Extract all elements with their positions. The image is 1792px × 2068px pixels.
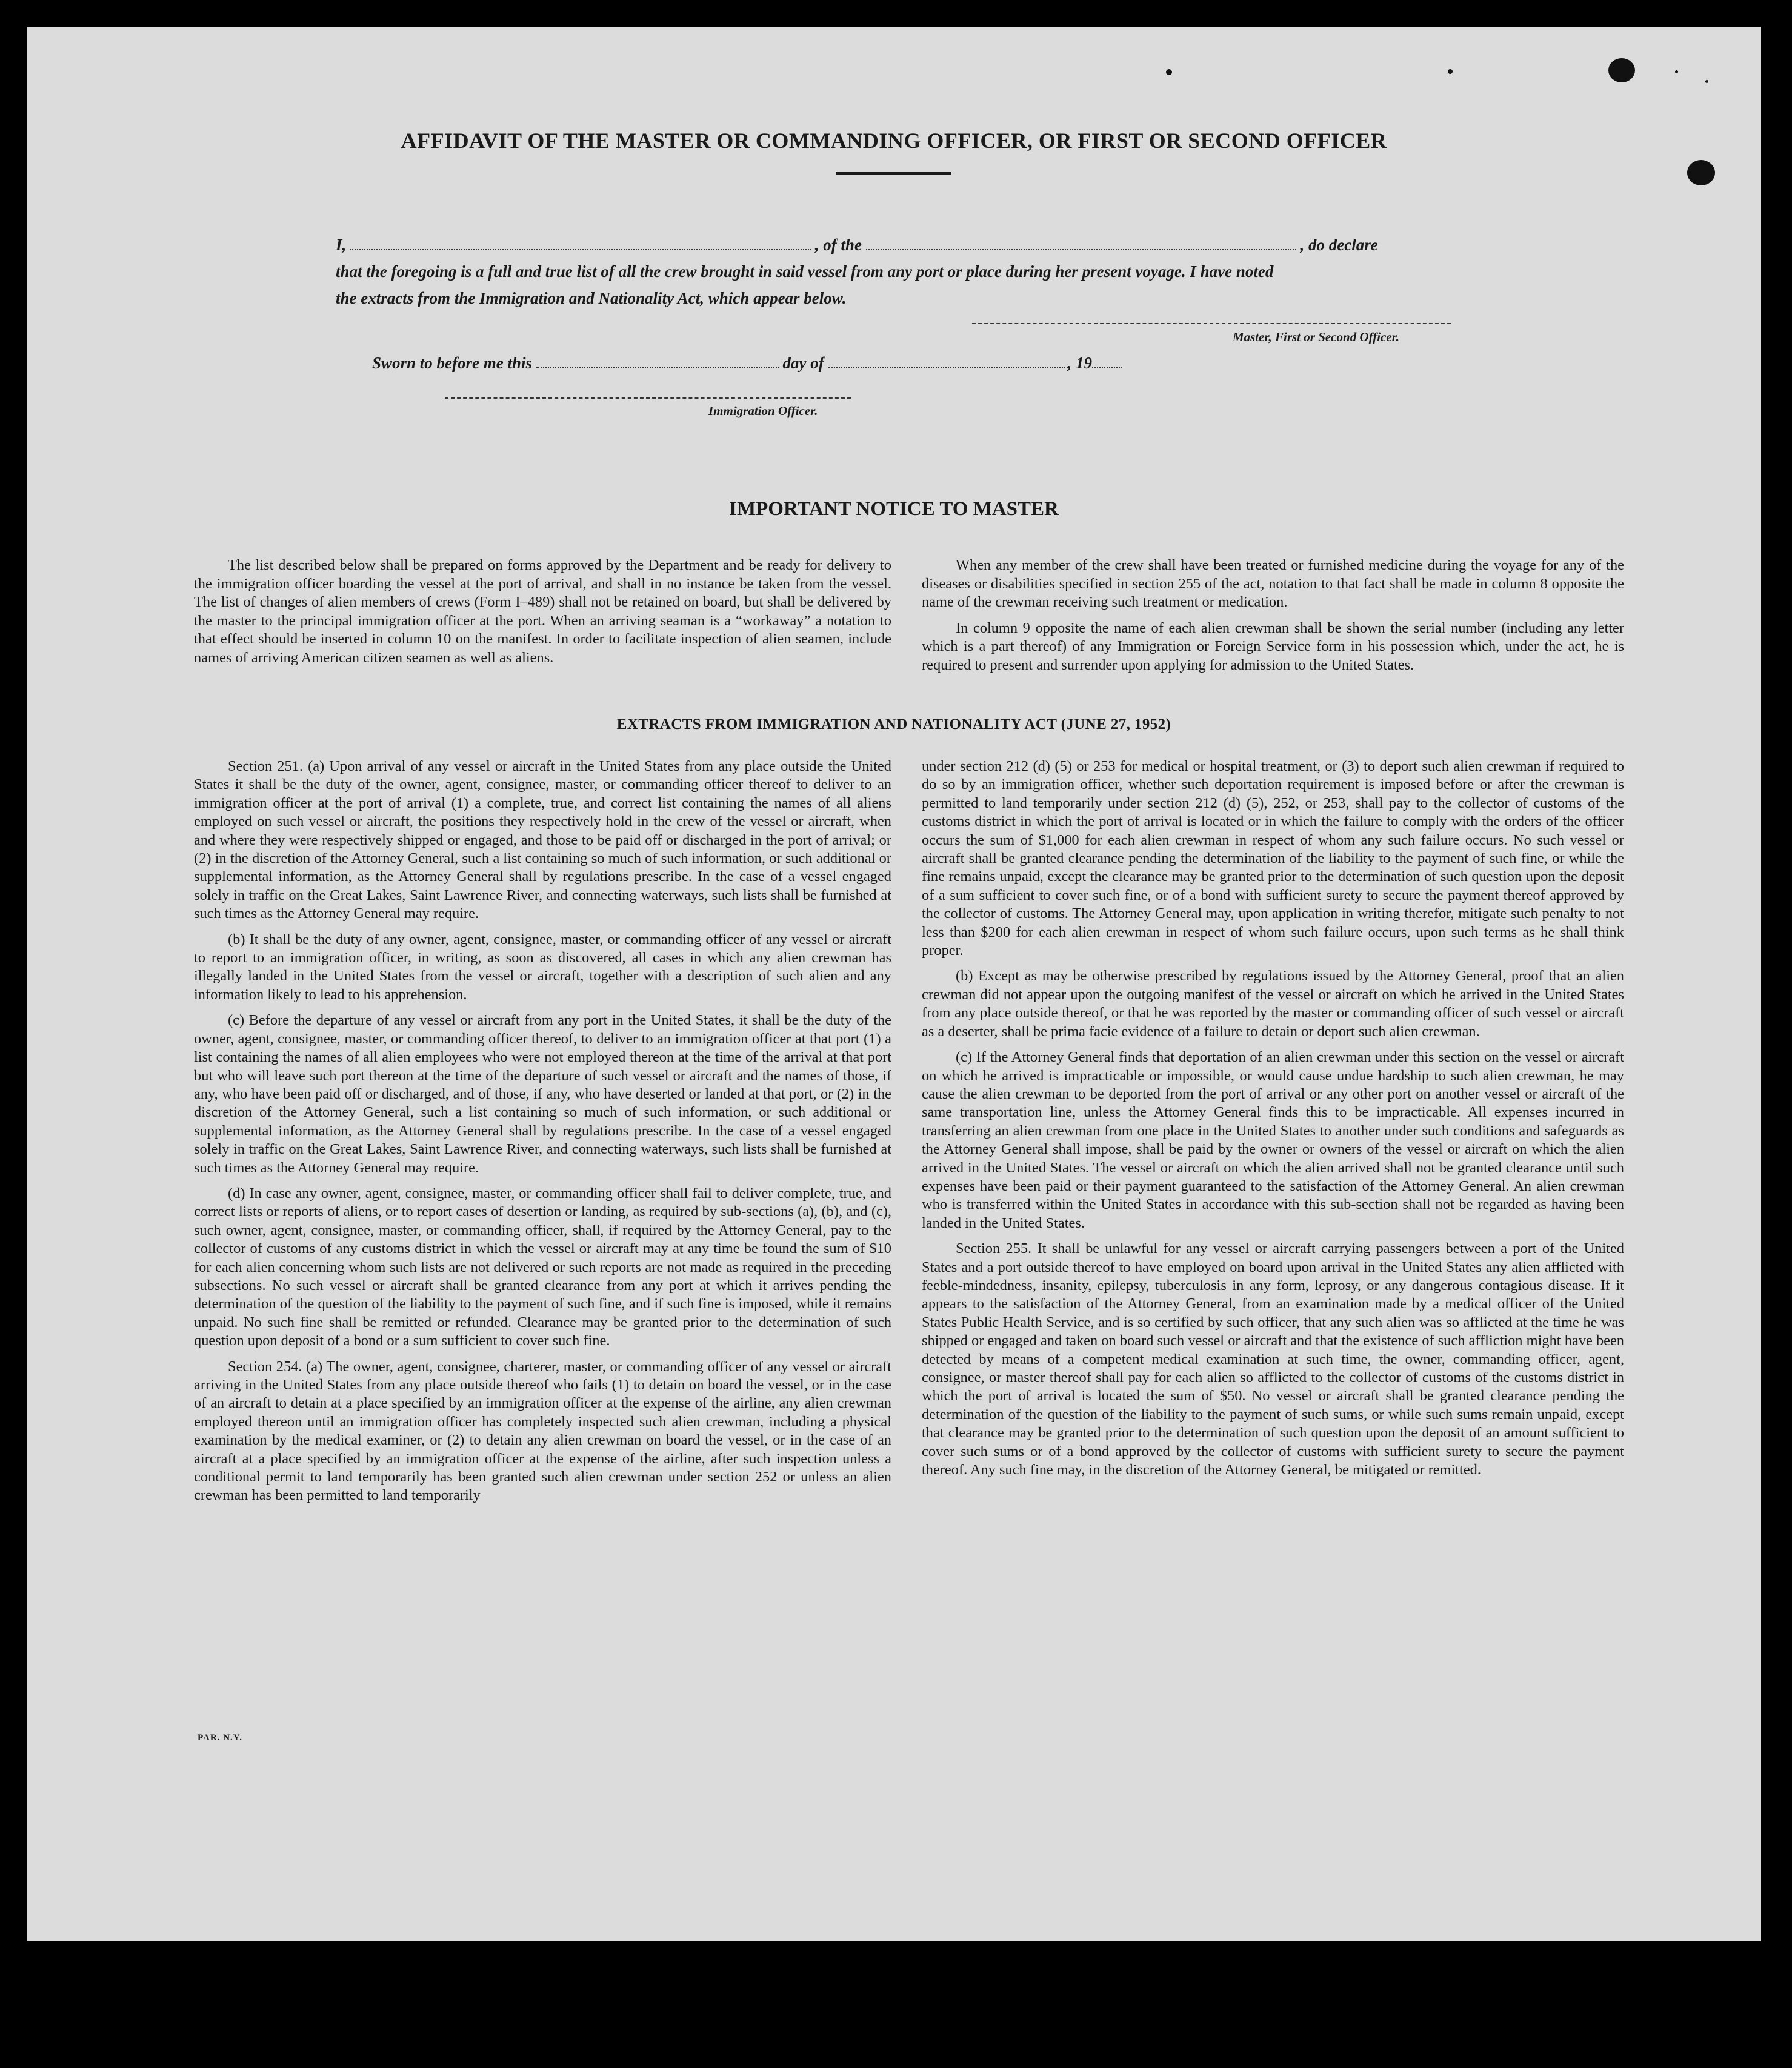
- extract-paragraph: Section 254. (a) The owner, agent, consignee, charterer, master, or commanding officer of any vessel or aircraft arriving in the United States from any place outside thereof who fails (1) to detain on board the vessel, or in the case of an aircraft to detain at a place specified by an immigration officer at the expense of the airline, any alien crewman employed thereon until an immigration officer has completely inspected such alien crewman, including a physical examination by the medical examiner, or (2) to detain any alien crewman on board the vessel, or in the case of an aircraft at a place specified by an immigration officer at the expense of the airline, after such inspection unless a conditional permit to land temporarily has been granted such alien crewman under section 252 or unless an alien crewman has been permitted to land temporarily: [194, 1358, 891, 1504]
- printer-mark: PAR. N.Y.: [198, 1733, 243, 1743]
- declaration-line: [336, 231, 1481, 258]
- extract-paragraph: under section 212 (d) (5) or 253 for medical or hospital treatment, or (3) to deport such alien crewman if required to do so by an immigration officer, whether such deportation requirement is imposed before or after the crewman is permitted to land temporarily under section 212 (d) (5), 252, or 253, shall pay to the collector of customs of the customs district in which the port of arrival is located or in which the failure to comply with the orders of the officer occurs the sum of $1,000 for each alien crewman in respect of whom any such failure occurs. No such vessel or aircraft shall be granted clearance pending the determination of the liability to the payment of such fine, or while the fine remains unpaid, except the clearance may be granted prior to the determination of such question upon the deposit of a sum sufficient to cover such fine, or of a bond with sufficient surety to secure the payment thereof approved by the collector of customs. The Attorney General may, upon application in writing therefor, mitigate such penalty to not less than $200 for each alien crewman in respect of whom such failure occurs, upon such terms as he shall think proper.: [922, 758, 1624, 959]
- sworn-year-field[interactable]: [1092, 351, 1122, 368]
- notice-left-column: [194, 556, 891, 668]
- sworn-line: [372, 351, 1122, 373]
- do-declare-label: , do declare: [1300, 236, 1378, 254]
- ink-blot: [1608, 58, 1635, 82]
- vessel-name-field[interactable]: [866, 233, 1296, 250]
- affidavit-title: AFFIDAVIT OF THE MASTER OR COMMANDING OFFICER, OR FIRST OR SECOND OFFICER: [401, 128, 1387, 153]
- master-signature-label: Master, First or Second Officer.: [1233, 330, 1399, 344]
- notice-right-column: [922, 556, 1624, 675]
- master-signature-line[interactable]: [972, 323, 1451, 324]
- ink-speck: [1448, 69, 1453, 74]
- extract-paragraph: (d) In case any owner, agent, consignee, master, or commanding officer shall fail to deliver complete, true, and correct lists or reports of aliens, or to report cases of desertion or landing, as required by sub-sections (a), (b), and (c), such owner, agent, consignee, master, or commanding officer, shall, if required by the Attorney General, pay to the collector of customs of any customs district in which the vessel or aircraft may at any time be found the sum of $10 for each alien concerning whom such lists are not delivered or such reports are not made as required in the preceding subsections. No such vessel or aircraft shall be granted clearance from any port at which it arrives pending the determination of the question of the liability to the payment of such fine, and if such fine is imposed, while it remains unpaid. No such fine shall be remitted or refunded. Clearance may be granted prior to the determination of such question upon deposit of a bond or a sum sufficient to cover such fine.: [194, 1185, 891, 1349]
- extract-paragraph: (c) If the Attorney General finds that deportation of an alien crewman under this section on the vessel or aircraft on which he arrived is impracticable or impossible, or would cause undue hardship to such alien crewman, he may cause the alien crewman to be deported from the port of arrival or any other port on another vessel or aircraft of the same transportation line, unless the Attorney General finds this to be impracticable. All expenses incurred in transferring an alien crewman from one place in the United States to another under such conditions and safeguards as the Attorney General shall impose, shall be paid by the owner or owners of the vessel or aircraft on which the alien arrived in the United States. The vessel or aircraft on which the alien arrived shall not be granted clearance until such expenses have been paid or their payment guaranteed to the satisfaction of the Attorney General. An alien crewman who is transferred within the United States in accordance with this sub-section shall not be regarded as having been landed in the United States.: [922, 1049, 1624, 1231]
- extracts-title: EXTRACTS FROM IMMIGRATION AND NATIONALITY ACT (JUNE 27, 1952): [616, 716, 1171, 733]
- extracts-right-column: [922, 757, 1624, 1479]
- extract-paragraph: Section 255. It shall be unlawful for any vessel or aircraft carrying passengers between a port of the United States and a port outside thereof to have employed on board upon arrival in the United States any alien afflicted with feeble-mindedness, insanity, epilepsy, tuberculosis in any form, leprosy, or any dangerous contagious disease. If it appears to the satisfaction of the Attorney General, from an examination made by a medical officer of the United States Public Health Service, and is so certified by such officer, that any such alien was so afflicted at the time he was shipped or engaged and taken on board such vessel or aircraft and that the existence of such affliction might have been detected by means of a competent medical examination at such time, the owner, commanding officer, agent, consignee, or master thereof shall pay for each alien so afflicted to the collector of customs of the customs district in which the port of arrival is located the sum of $50. No vessel or aircraft shall be granted clearance pending the determination of the question of the liability to the payment of such sums, or while such sums remain unpaid, except that clearance may be granted prior to the determination of such question upon the deposit of an amount sufficient to cover such sums or of a bond approved by the collector of customs with sufficient surety to secure the payment thereof. Any such fine may, in the discretion of the Attorney General, be mitigated or remitted.: [922, 1240, 1624, 1478]
- immigration-officer-label: Immigration Officer.: [708, 404, 818, 418]
- affidavit-block: [336, 231, 1481, 311]
- of-the-label: , of the: [814, 236, 862, 254]
- declarant-name-field[interactable]: [350, 233, 811, 250]
- sworn-date-field[interactable]: [536, 351, 779, 368]
- extracts-left-column: [194, 757, 891, 1505]
- declarant-prefix: I,: [336, 236, 347, 254]
- declaration-text-2: the extracts from the Immigration and Nationality Act, which appear below.: [336, 289, 847, 307]
- extract-paragraph: (c) Before the departure of any vessel or aircraft from any port in the United States, it shall be the duty of the owner, agent, consignee, master, or commanding officer thereof, to deliver to an immigration officer at that port (1) a list containing the names of all alien employees who were not employed thereon at the time of the arrival at that port but who will leave such port thereon at the time of the departure of such vessel or aircraft and the names of those, if any, who have been paid off or discharged, and of those, if any, who have deserted or landed at that port, or (2) in the discretion of the Attorney General, such a list containing so much of such information, or such additional or supplemental information, as the Attorney General shall by regulations prescribe. In the case of a vessel engaged solely in traffic on the Great Lakes, Saint Lawrence River, and connecting waterways, such lists shall be furnished at such times as the Attorney General may require.: [194, 1012, 891, 1176]
- sworn-day-of: day of: [782, 354, 824, 372]
- immigration-officer-signature-line[interactable]: [445, 397, 851, 399]
- title-rule: [836, 172, 951, 175]
- sworn-month-field[interactable]: [828, 351, 1068, 368]
- notice-paragraph: When any member of the crew shall have been treated or furnished medicine during the voyage for any of the diseases or disabilities specified in section 255 of the act, notation to that fact shall be made in column 8 opposite the name of the crewman receiving such treatment or medication.: [922, 557, 1624, 611]
- notice-title: IMPORTANT NOTICE TO MASTER: [729, 498, 1059, 520]
- notice-paragraph: In column 9 opposite the name of each alien crewman shall be shown the serial number (including any letter which is a part thereof) of any Immigration or Foreign Service form in his possession which, under the act, he is required to present and surrender upon applying for admission to the United States.: [922, 619, 1624, 673]
- extract-paragraph: (b) Except as may be otherwise prescribed by regulations issued by the Attorney General, proof that an alien crewman did not appear upon the outgoing manifest of the vessel or aircraft on which he arrived in the United States from any place outside thereof, or that he was reported by the master or commanding officer of such vessel or aircraft as a deserter, shall be prima facie evidence of a failure to detain or deport such alien crewman.: [922, 968, 1624, 1040]
- ink-speck: [1705, 80, 1708, 83]
- extract-paragraph: (b) It shall be the duty of any owner, agent, consignee, master, or commanding officer of any vessel or aircraft to report to an immigration officer, in writing, as soon as discovered, all cases in which any alien crewman has illegally landed in the United States from the vessel or aircraft, together with a description of such alien and any information likely to lead to his apprehension.: [194, 931, 891, 1003]
- notice-paragraph: The list described below shall be prepared on forms approved by the Department and be ready for delivery to the immigration officer boarding the vessel at the port of arrival, and shall in no instance be taken from the vessel. The list of changes of alien members of crews (Form I–489) shall not be retained on board, but shall be delivered by the master to the principal immigration officer at the port. When an arriving seaman is a “workaway” a notation to that effect should be inserted in column 10 on the manifest. In order to facilitate inspection of alien seamen, include names of arriving American citizen seamen as well as aliens.: [194, 557, 891, 666]
- document-page: [27, 27, 1761, 1941]
- sworn-year-label: , 19: [1067, 354, 1093, 372]
- sworn-prefix: Sworn to before me this: [372, 354, 533, 372]
- declaration-text-1: that the foregoing is a full and true list of all the crew brought in said vessel from any port or place during her present voyage. I have noted: [336, 262, 1274, 281]
- ink-speck: [1675, 70, 1678, 73]
- ink-speck: [1166, 69, 1172, 75]
- ink-blot: [1687, 160, 1715, 185]
- extract-paragraph: Section 251. (a) Upon arrival of any vessel or aircraft in the United States from any place outside the United States it shall be the duty of the owner, agent, consignee, master, or commanding officer thereof to deliver to an immigration officer at the port of arrival (1) a complete, true, and correct list containing the names of all aliens employed on such vessel or aircraft, the positions they respectively hold in the crew of the vessel or aircraft, when and where they were respectively shipped or engaged, and those to be paid off or discharged in the port of arrival; or (2) in the discretion of the Attorney General, such a list containing so much of such information, or such additional or supplemental information, as the Attorney General shall by regulations prescribe. In the case of a vessel engaged solely in traffic on the Great Lakes, Saint Lawrence River, and connecting waterways, such lists shall be furnished at such times as the Attorney General may require.: [194, 758, 891, 922]
